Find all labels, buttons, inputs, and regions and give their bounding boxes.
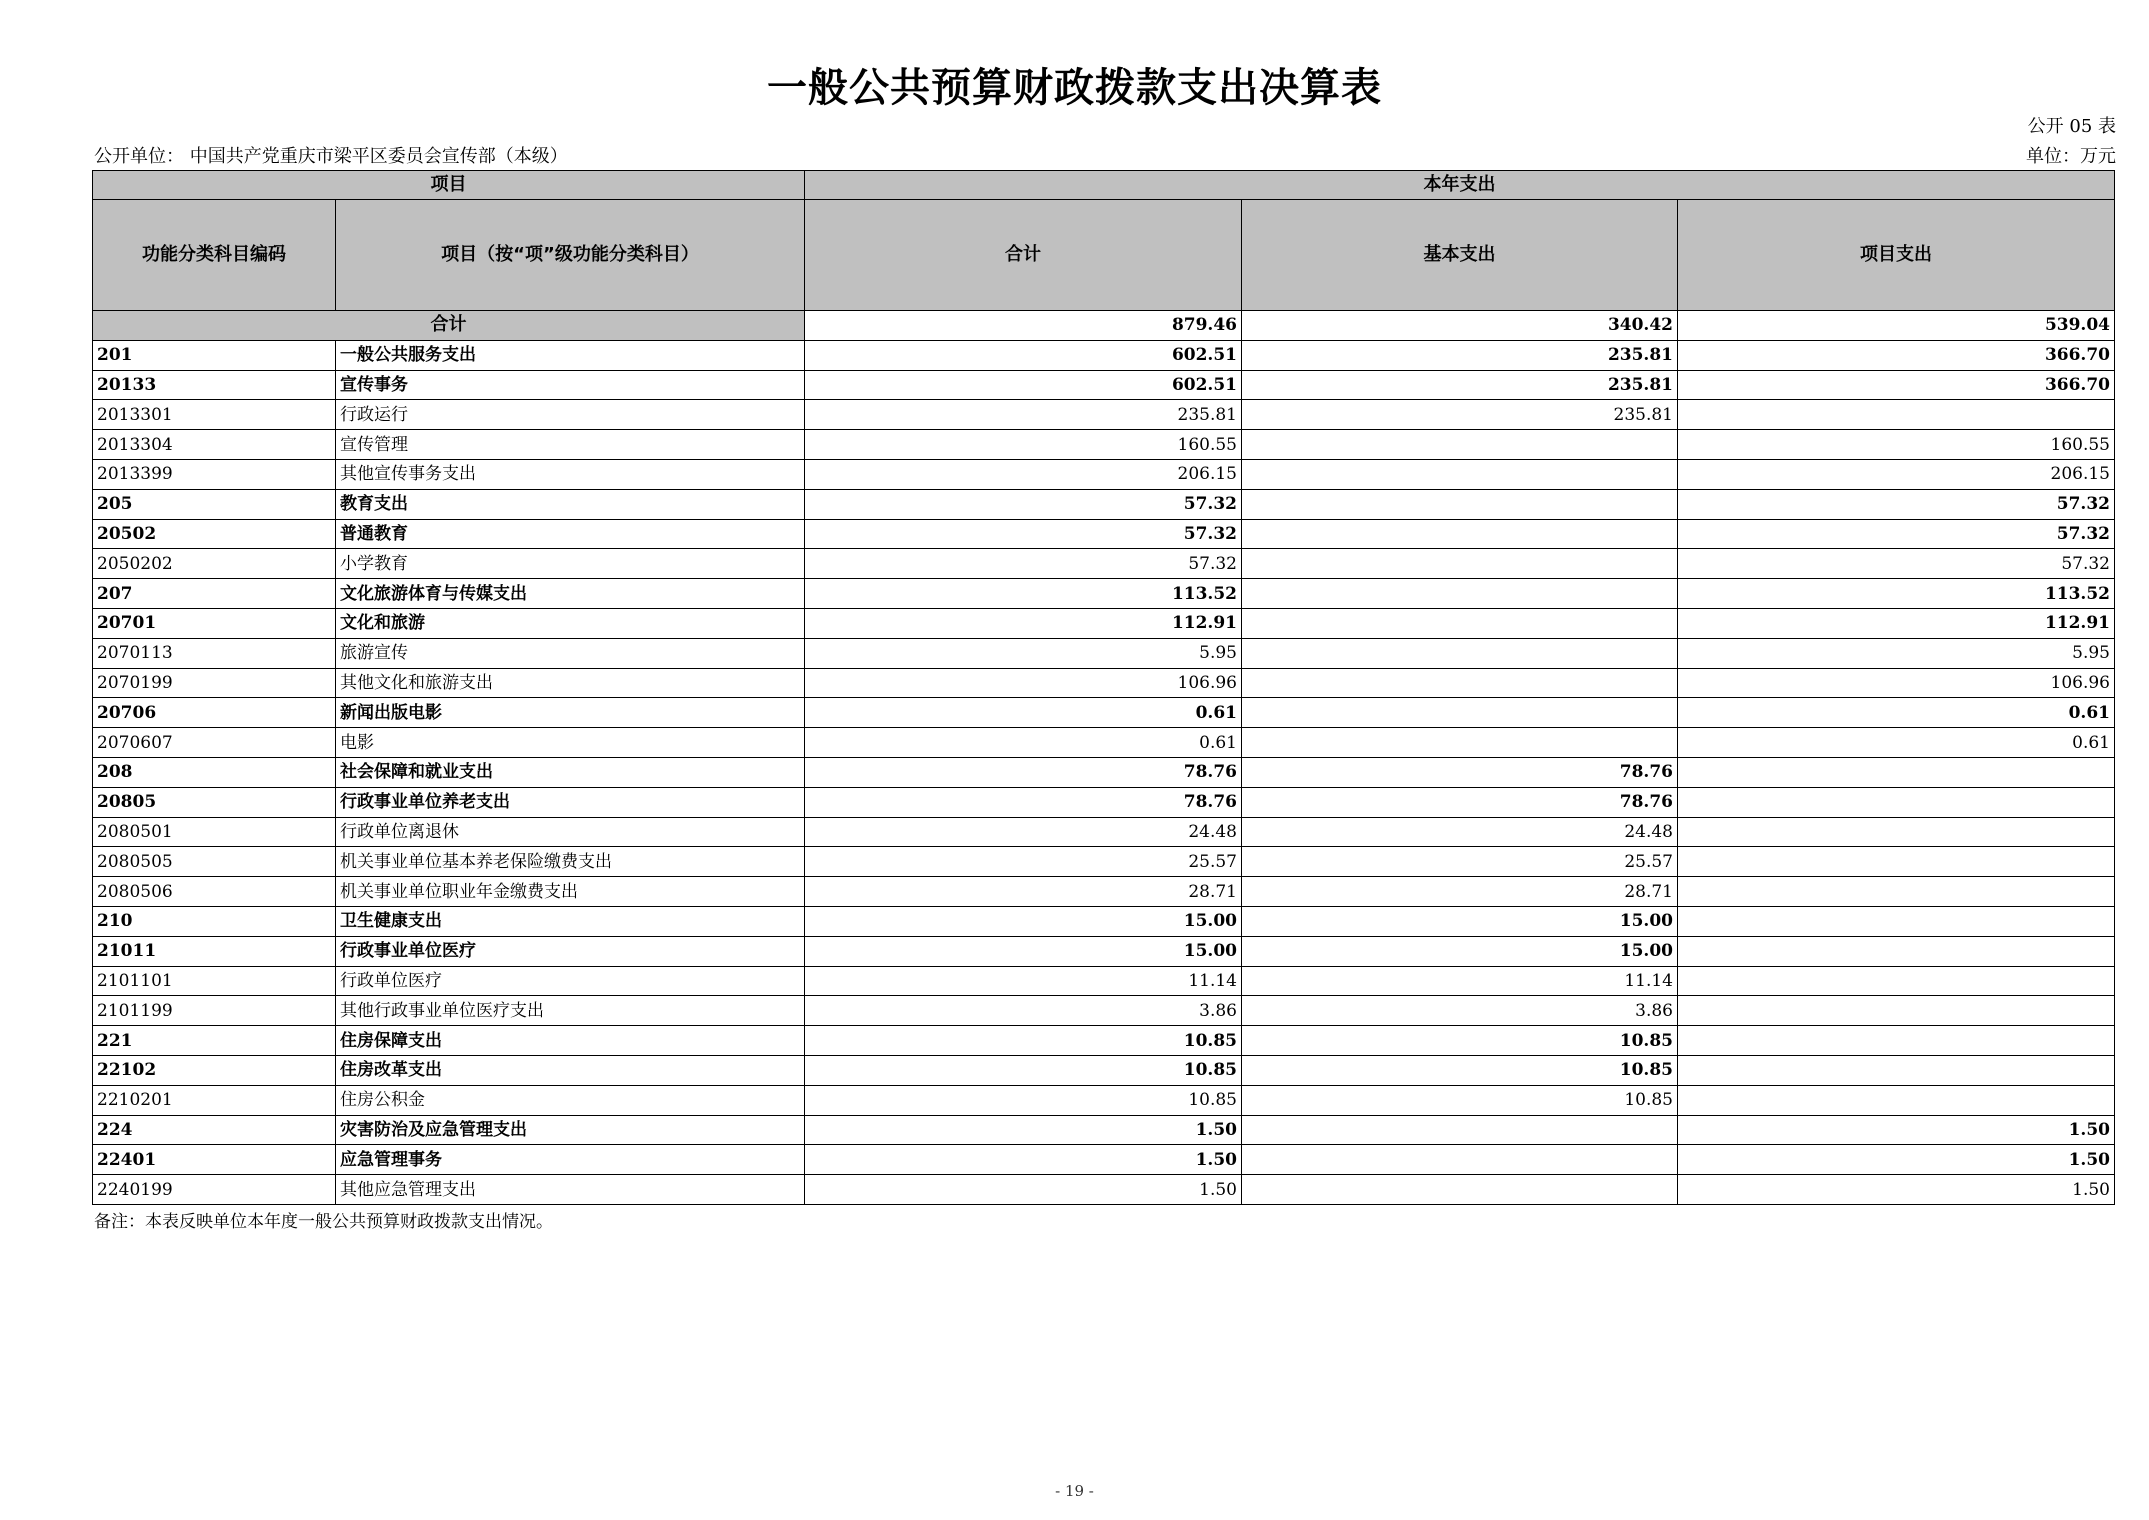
row-total: 11.14 — [805, 966, 1242, 996]
row-name: 住房保障支出 — [336, 1026, 805, 1056]
table-row — [93, 1085, 2115, 1115]
row-total: 28.71 — [805, 877, 1242, 907]
row-total: 0.61 — [805, 698, 1242, 728]
row-total: 1.50 — [805, 1175, 1242, 1205]
row-name: 机关事业单位职业年金缴费支出 — [336, 877, 805, 907]
row-item: 1.50 — [1678, 1175, 2115, 1205]
row-code: 2013399 — [93, 459, 336, 489]
row-name: 行政事业单位养老支出 — [336, 787, 805, 817]
row-basic: 235.81 — [1242, 400, 1678, 430]
row-basic — [1242, 489, 1678, 519]
page-title: 一般公共预算财政拨款支出决算表 — [767, 65, 1382, 111]
row-item — [1678, 906, 2115, 936]
row-total: 113.52 — [805, 579, 1242, 609]
row-total: 10.85 — [805, 1055, 1242, 1085]
table-row — [93, 370, 2115, 400]
row-code: 2070607 — [93, 728, 336, 758]
row-basic — [1242, 549, 1678, 579]
row-total: 206.15 — [805, 459, 1242, 489]
row-total: 602.51 — [805, 370, 1242, 400]
header-row-bottom — [93, 200, 2115, 311]
row-name: 社会保障和就业支出 — [336, 757, 805, 787]
row-item: 366.70 — [1678, 340, 2115, 370]
row-item: 57.32 — [1678, 549, 2115, 579]
row-name: 其他宣传事务支出 — [336, 459, 805, 489]
row-item — [1678, 787, 2115, 817]
row-code: 20133 — [93, 370, 336, 400]
row-item: 113.52 — [1678, 579, 2115, 609]
row-basic: 78.76 — [1242, 787, 1678, 817]
row-code: 22401 — [93, 1145, 336, 1175]
table-row — [93, 877, 2115, 907]
table-row — [93, 966, 2115, 996]
row-total: 15.00 — [805, 936, 1242, 966]
row-name: 文化旅游体育与传媒支出 — [336, 579, 805, 609]
row-total: 15.00 — [805, 906, 1242, 936]
table-row — [93, 1175, 2115, 1205]
row-name: 其他行政事业单位医疗支出 — [336, 996, 805, 1026]
table-row — [93, 1055, 2115, 1085]
row-name: 电影 — [336, 728, 805, 758]
row-code: 2101199 — [93, 996, 336, 1026]
row-code: 20502 — [93, 519, 336, 549]
row-item: 206.15 — [1678, 459, 2115, 489]
row-basic: 10.85 — [1242, 1055, 1678, 1085]
row-name: 应急管理事务 — [336, 1145, 805, 1175]
row-name: 机关事业单位基本养老保险缴费支出 — [336, 847, 805, 877]
row-item: 57.32 — [1678, 519, 2115, 549]
row-code: 20701 — [93, 608, 336, 638]
row-name: 住房公积金 — [336, 1085, 805, 1115]
row-name: 其他应急管理支出 — [336, 1175, 805, 1205]
row-basic — [1242, 1115, 1678, 1145]
table-row — [93, 698, 2115, 728]
row-basic: 3.86 — [1242, 996, 1678, 1026]
row-basic — [1242, 1145, 1678, 1175]
row-item — [1678, 966, 2115, 996]
row-code: 2050202 — [93, 549, 336, 579]
budget-table — [92, 170, 2115, 1205]
row-item — [1678, 757, 2115, 787]
header-name: 项目（按“项”级功能分类科目） — [336, 200, 805, 311]
row-basic: 15.00 — [1242, 936, 1678, 966]
row-item — [1678, 1026, 2115, 1056]
row-total: 3.86 — [805, 996, 1242, 1026]
row-basic: 11.14 — [1242, 966, 1678, 996]
row-name: 宣传管理 — [336, 430, 805, 460]
row-code: 205 — [93, 489, 336, 519]
row-total: 57.32 — [805, 549, 1242, 579]
row-basic — [1242, 459, 1678, 489]
page-number: - 19 - — [1055, 1482, 1094, 1500]
row-code: 2210201 — [93, 1085, 336, 1115]
table-row — [93, 728, 2115, 758]
row-item: 1.50 — [1678, 1145, 2115, 1175]
row-item: 0.61 — [1678, 698, 2115, 728]
row-name: 新闻出版电影 — [336, 698, 805, 728]
header-current-year: 本年支出 — [805, 171, 2115, 200]
row-name: 行政单位医疗 — [336, 966, 805, 996]
header-total: 合计 — [805, 200, 1242, 311]
table-row — [93, 787, 2115, 817]
table-row — [93, 906, 2115, 936]
row-name: 卫生健康支出 — [336, 906, 805, 936]
row-basic — [1242, 638, 1678, 668]
total-label: 合计 — [93, 311, 805, 341]
row-item: 5.95 — [1678, 638, 2115, 668]
row-name: 文化和旅游 — [336, 608, 805, 638]
total-amount: 879.46 — [805, 311, 1242, 341]
row-total: 10.85 — [805, 1085, 1242, 1115]
row-name: 其他文化和旅游支出 — [336, 668, 805, 698]
header-code: 功能分类科目编码 — [93, 200, 336, 311]
row-code: 2080501 — [93, 817, 336, 847]
form-number: 公开 05 表 — [2027, 116, 2116, 137]
row-item: 0.61 — [1678, 728, 2115, 758]
row-basic — [1242, 668, 1678, 698]
total-basic: 340.42 — [1242, 311, 1678, 341]
row-total: 1.50 — [805, 1115, 1242, 1145]
row-total: 106.96 — [805, 668, 1242, 698]
row-name: 普通教育 — [336, 519, 805, 549]
total-item: 539.04 — [1678, 311, 2115, 341]
row-code: 2080505 — [93, 847, 336, 877]
row-code: 2013304 — [93, 430, 336, 460]
table-row — [93, 400, 2115, 430]
row-item: 366.70 — [1678, 370, 2115, 400]
row-name: 行政单位离退休 — [336, 817, 805, 847]
table-row — [93, 1115, 2115, 1145]
row-item — [1678, 1085, 2115, 1115]
row-item: 57.32 — [1678, 489, 2115, 519]
row-code: 207 — [93, 579, 336, 609]
row-name: 行政运行 — [336, 400, 805, 430]
row-item: 112.91 — [1678, 608, 2115, 638]
row-name: 宣传事务 — [336, 370, 805, 400]
row-code: 21011 — [93, 936, 336, 966]
row-code: 210 — [93, 906, 336, 936]
row-name: 住房改革支出 — [336, 1055, 805, 1085]
table-row — [93, 1026, 2115, 1056]
row-total: 57.32 — [805, 489, 1242, 519]
row-item — [1678, 847, 2115, 877]
row-basic: 24.48 — [1242, 817, 1678, 847]
row-total: 24.48 — [805, 817, 1242, 847]
table-row — [93, 430, 2115, 460]
row-basic: 78.76 — [1242, 757, 1678, 787]
row-item — [1678, 1055, 2115, 1085]
row-basic: 10.85 — [1242, 1085, 1678, 1115]
row-item — [1678, 877, 2115, 907]
row-item: 160.55 — [1678, 430, 2115, 460]
row-code: 2080506 — [93, 877, 336, 907]
table-row — [93, 1145, 2115, 1175]
row-item — [1678, 996, 2115, 1026]
row-basic: 235.81 — [1242, 370, 1678, 400]
table-row — [93, 757, 2115, 787]
row-code: 221 — [93, 1026, 336, 1056]
row-basic — [1242, 728, 1678, 758]
row-name: 灾害防治及应急管理支出 — [336, 1115, 805, 1145]
row-total: 112.91 — [805, 608, 1242, 638]
currency-unit: 单位：万元 — [2026, 146, 2116, 167]
row-code: 2070113 — [93, 638, 336, 668]
row-basic: 25.57 — [1242, 847, 1678, 877]
table-row — [93, 847, 2115, 877]
table-row — [93, 579, 2115, 609]
row-name: 小学教育 — [336, 549, 805, 579]
row-item: 1.50 — [1678, 1115, 2115, 1145]
row-name: 行政事业单位医疗 — [336, 936, 805, 966]
row-code: 208 — [93, 757, 336, 787]
table-row — [93, 668, 2115, 698]
header-row-top — [93, 171, 2115, 200]
row-code: 20706 — [93, 698, 336, 728]
table-row — [93, 519, 2115, 549]
row-total: 57.32 — [805, 519, 1242, 549]
row-total: 10.85 — [805, 1026, 1242, 1056]
header-item: 项目支出 — [1678, 200, 2115, 311]
row-basic — [1242, 698, 1678, 728]
row-basic: 10.85 — [1242, 1026, 1678, 1056]
reporting-unit: 公开单位： 中国共产党重庆市梁平区委员会宣传部（本级） — [94, 146, 568, 167]
table-row — [93, 340, 2115, 370]
row-basic: 15.00 — [1242, 906, 1678, 936]
row-basic — [1242, 519, 1678, 549]
row-code: 2013301 — [93, 400, 336, 430]
row-total: 602.51 — [805, 340, 1242, 370]
footnote: 备注：本表反映单位本年度一般公共预算财政拨款支出情况。 — [94, 1212, 553, 1232]
row-code: 20805 — [93, 787, 336, 817]
header-project: 项目 — [93, 171, 805, 200]
table-row — [93, 996, 2115, 1026]
row-name: 教育支出 — [336, 489, 805, 519]
row-basic — [1242, 608, 1678, 638]
row-name: 旅游宣传 — [336, 638, 805, 668]
table-row — [93, 489, 2115, 519]
row-basic — [1242, 1175, 1678, 1205]
total-row — [93, 311, 2115, 341]
row-total: 160.55 — [805, 430, 1242, 460]
row-name: 一般公共服务支出 — [336, 340, 805, 370]
row-total: 0.61 — [805, 728, 1242, 758]
row-basic: 235.81 — [1242, 340, 1678, 370]
row-item — [1678, 936, 2115, 966]
row-basic: 28.71 — [1242, 877, 1678, 907]
header-basic: 基本支出 — [1242, 200, 1678, 311]
row-code: 2070199 — [93, 668, 336, 698]
row-total: 1.50 — [805, 1145, 1242, 1175]
row-total: 78.76 — [805, 787, 1242, 817]
row-code: 22102 — [93, 1055, 336, 1085]
row-code: 2101101 — [93, 966, 336, 996]
row-code: 201 — [93, 340, 336, 370]
row-total: 235.81 — [805, 400, 1242, 430]
row-total: 5.95 — [805, 638, 1242, 668]
row-item — [1678, 400, 2115, 430]
row-code: 2240199 — [93, 1175, 336, 1205]
row-total: 25.57 — [805, 847, 1242, 877]
row-item — [1678, 817, 2115, 847]
row-basic — [1242, 430, 1678, 460]
row-item: 106.96 — [1678, 668, 2115, 698]
table-row — [93, 608, 2115, 638]
table-row — [93, 459, 2115, 489]
table-row — [93, 638, 2115, 668]
table-row — [93, 936, 2115, 966]
row-basic — [1242, 579, 1678, 609]
table-row — [93, 817, 2115, 847]
row-code: 224 — [93, 1115, 336, 1145]
row-total: 78.76 — [805, 757, 1242, 787]
table-row — [93, 549, 2115, 579]
